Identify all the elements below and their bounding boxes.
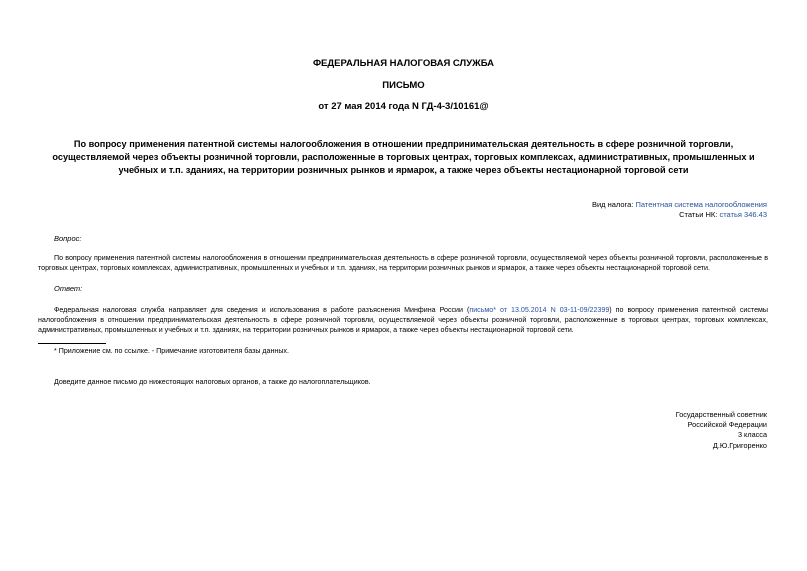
doc-date-number: от 27 мая 2014 года N ГД-4-3/10161@ [318,101,489,112]
tax-article-link[interactable]: статья 346.43 [719,210,767,219]
signature-block [676,410,767,451]
doc-type: ПИСЬМО [382,80,425,91]
signature-class: 3 класса [737,430,767,440]
answer-text-after: ) по вопросу применения патентной системы налогообложения в отношении предпринимательская деятельность в сфере розничной торговли, осуществляемой через объекты розничной торговли, расположенные в торговых центрах, торговых комплексах, административных, промышленных и учебных и т.п. зданиях, на территории розничных рынков и ярмарок, а также через объекты нестационарной торговой сети. [38,306,768,335]
tax-article-line [679,210,767,220]
tax-type-label: Вид налога: [591,200,636,209]
org-title: ФЕДЕРАЛЬНАЯ НАЛОГОВАЯ СЛУЖБА [312,58,495,69]
minfin-letter-link[interactable]: письмо* от 13.05.2014 N 03-11-09/22399 [469,306,610,314]
signature-title-line1: Государственный советник [675,410,767,419]
answer-label: Ответ: [54,284,83,293]
answer-text [38,305,768,336]
tax-type-link[interactable]: Патентная система налогообложения [635,200,767,209]
answer-text-before: Федеральная налоговая служба направляет для сведения и использования в работе разъяснения Минфина России ( [54,306,470,314]
footnote-divider [38,343,106,344]
closing-text: Доведите данное письмо до нижестоящих налоговых органов, а также до налогоплательщиков. [54,378,371,386]
signature-name: Д.Ю.Григоренко [712,440,767,450]
tax-article-label: Статьи НК: [679,210,720,219]
letter-subject: По вопросу применения патентной системы налогообложения в отношении предпринимательская деятельность в сфере розничной торговли, осуществляемой через объекты розничной торговли, расположенные в торговых центрах, торговых комплексах, административных, промышленных и учебных и т.п. зданиях, на территории розничных рынков и ярмарок, а также через объекты нестационарной торговой сети [52,139,755,175]
tax-type-line [592,200,767,210]
footnote-text: * Приложение см. по ссылке. - Примечание изготовителя базы данных. [54,347,289,355]
signature-title-line2: Российской Федерации [687,420,767,430]
question-text: По вопросу применения патентной системы налогообложения в отношении предпринимательская деятельность в сфере розничной торговли, осуществляемой через объекты розничной торговли, расположенные в торговых центрах, торговых комплексах, административных, промышленных и учебных и т.п. зданиях, на территории розничных рынков и ярмарок, а также через объекты нестационарной торговой сети. [38,254,768,273]
question-label: Вопрос: [54,234,82,243]
